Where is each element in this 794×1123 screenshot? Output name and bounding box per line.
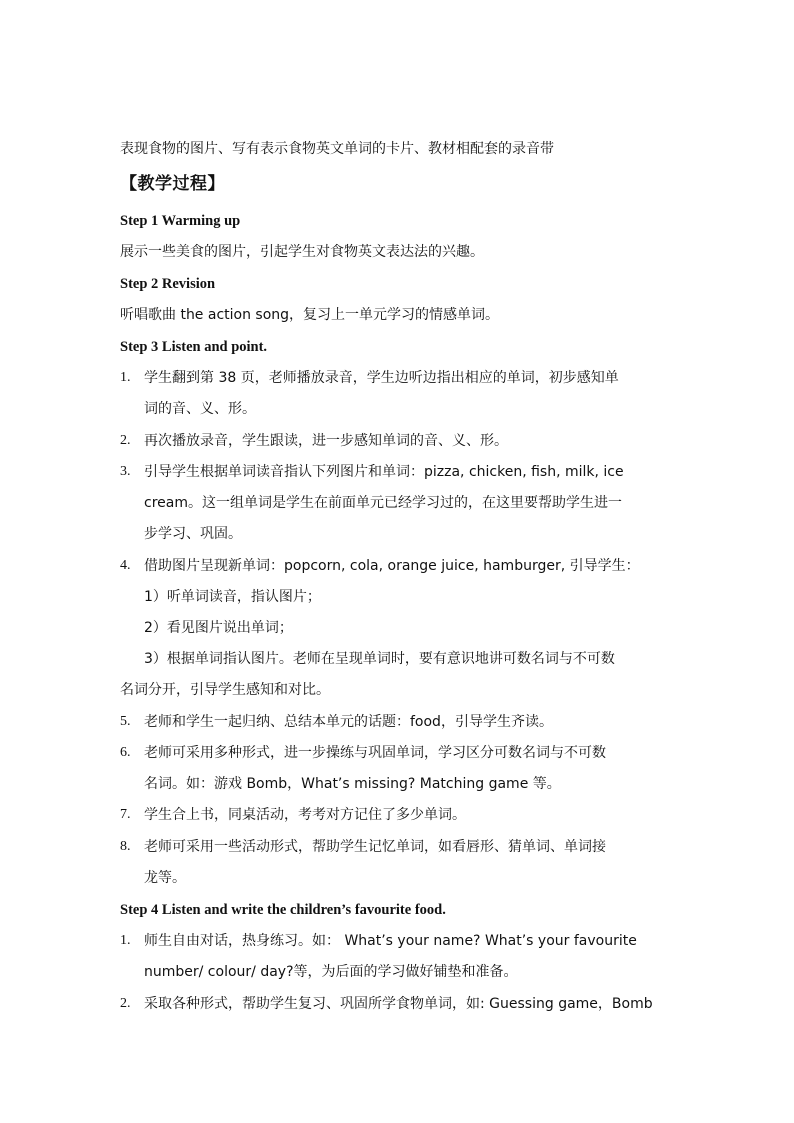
step3-item6-line1: 老师可采用多种形式，进一步操练与巩固单词，学习区分可数名词与不可数 xyxy=(144,745,606,761)
step1-text: 展示一些美食的图片，引起学生对食物英文表达法的兴趣。 xyxy=(120,244,484,260)
step3-item8-line2: 龙等。 xyxy=(144,870,186,886)
step3-item2-line1: 再次播放录音，学生跟读，进一步感知单词的音、义、形。 xyxy=(144,433,508,449)
step3-item4-sub3: 3）根据单词指认图片。老师在呈现单词时，要有意识地讲可数名词与不可数 xyxy=(144,651,615,667)
step4-item1-line2: number/ colour/ day?等，为后面的学习做好铺垫和准备。 xyxy=(144,964,518,980)
step4-item2-number: 2. xyxy=(120,996,131,1011)
step2-text: 听唱歌曲 the action song，复习上一单元学习的情感单词。 xyxy=(120,307,500,323)
section-heading: 【教学过程】 xyxy=(120,174,225,194)
step3-item4-sub1: 1）听单词读音，指认图片； xyxy=(144,589,321,605)
step3-item4-sub3-cont: 名词分开，引导学生感知和对比。 xyxy=(120,682,330,698)
step3-item2-number: 2. xyxy=(120,433,131,448)
step3-item1-line1: 学生翻到第 38 页，老师播放录音，学生边听边指出相应的单词，初步感知单 xyxy=(144,370,619,386)
step3-item5-line1: 老师和学生一起归纳、总结本单元的话题：food，引导学生齐读。 xyxy=(144,714,553,730)
step3-title: Step 3 Listen and point. xyxy=(120,339,268,355)
step3-item7-line1: 学生合上书，同桌活动，考考对方记住了多少单词。 xyxy=(144,807,466,823)
step3-item6-line2: 名词。如：游戏 Bomb，What’s missing? Matching game 等。 xyxy=(144,776,561,792)
step4-title: Step 4 Listen and write the children’s favourite food. xyxy=(120,902,446,918)
step2-title: Step 2 Revision xyxy=(120,276,216,292)
step3-item3-number: 3. xyxy=(120,464,131,479)
step3-item6-number: 6. xyxy=(120,745,131,760)
step3-item4-line1: 借助图片呈现新单词：popcorn, cola, orange juice, hamburger, 引导学生： xyxy=(144,558,640,574)
step3-item1-number: 1. xyxy=(120,370,131,385)
step4-item1-number: 1. xyxy=(120,933,131,948)
step3-item4-sub2: 2）看见图片说出单词； xyxy=(144,620,293,636)
step3-item4-number: 4. xyxy=(120,558,131,573)
step3-item8-line1: 老师可采用一些活动形式，帮助学生记忆单词，如看唇形、猜单词、单词接 xyxy=(144,839,606,855)
step3-item7-number: 7. xyxy=(120,807,131,822)
step3-item1-line2: 词的音、义、形。 xyxy=(144,401,256,417)
step4-item1-line1: 师生自由对话，热身练习。如： What’s your name? What’s your favourite xyxy=(144,933,637,949)
step3-item5-number: 5. xyxy=(120,714,131,729)
step3-item8-number: 8. xyxy=(120,839,131,854)
step3-item3-line2: cream。这一组单词是学生在前面单元已经学习过的，在这里要帮助学生进一 xyxy=(144,495,622,511)
step1-title: Step 1 Warming up xyxy=(120,213,241,229)
step4-item2-line1: 采取各种形式，帮助学生复习、巩固所学食物单词，如: Guessing game，Bomb xyxy=(144,996,653,1012)
step3-item3-line1: 引导学生根据单词读音指认下列图片和单词：pizza, chicken, fish, milk, ice xyxy=(144,464,624,480)
step3-item3-line3: 步学习、巩固。 xyxy=(144,526,242,542)
materials-line: 表现食物的图片、写有表示食物英文单词的卡片、教材相配套的录音带 xyxy=(120,141,554,157)
